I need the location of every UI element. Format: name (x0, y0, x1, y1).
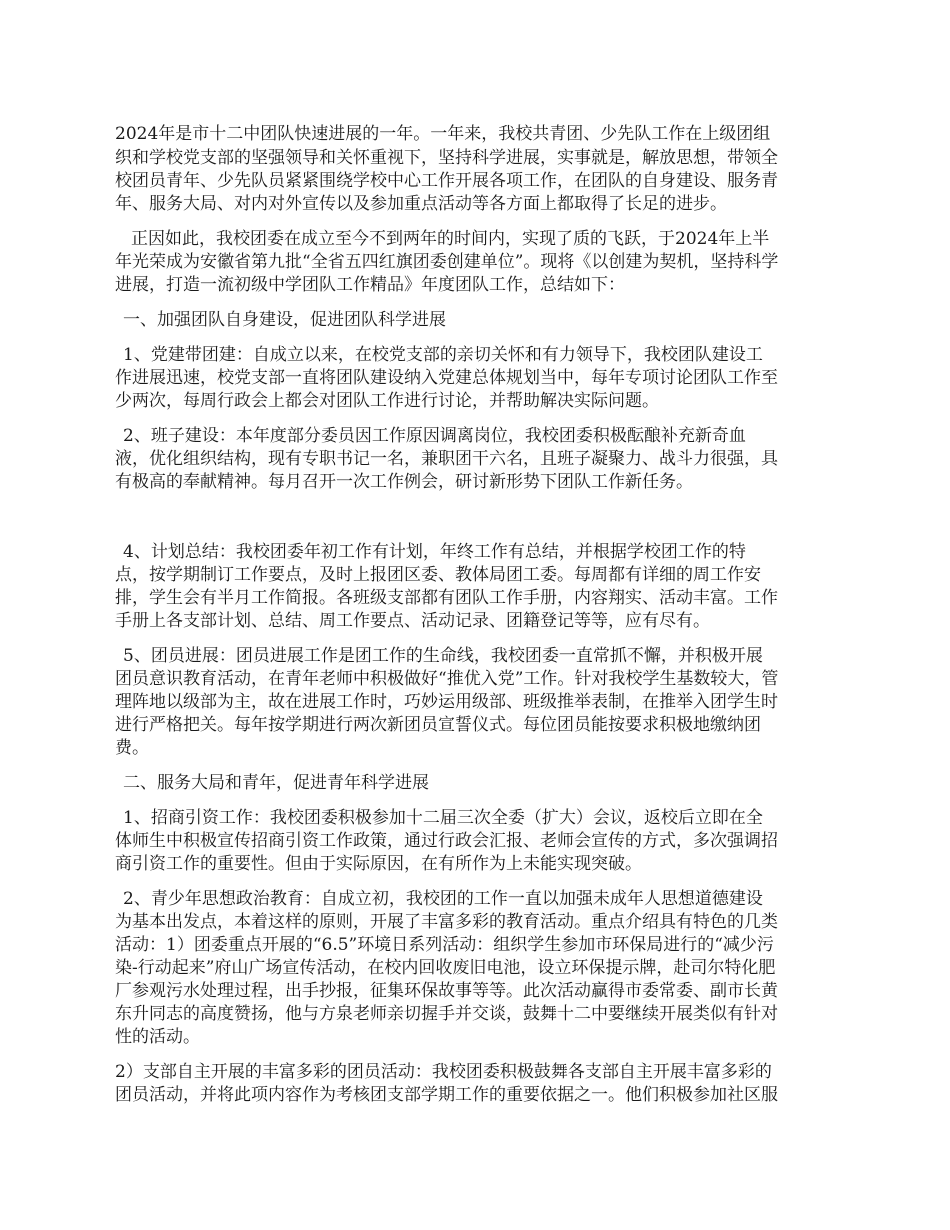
text-line: 校团员青年、少先队员紧紧围绕学校中心工作开展各项工作，在团队的自身建设、服务青 (115, 171, 778, 191)
text-line: 1、招商引资工作：我校团委积极参加十二届三次全委（扩大）会议，返校后立即在全 (123, 808, 763, 828)
text-line: 理阵地以级部为主，故在进展工作时，巧妙运用级部、班级推举表制，在推举入团学生时 (115, 692, 778, 712)
text-line: 染-行动起来”府山广场宣传活动，在校内回收废旧电池，设立环保提示牌，赴司尔特化肥 (115, 958, 776, 978)
text-line: 2）支部自主开展的丰富多彩的团员活动：我校团委积极鼓舞各支部自主开展丰富多彩的 (115, 1062, 772, 1082)
text-line: 团员活动，并将此项内容作为考核团支部学期工作的重要依据之一。他们积极参加社区服 (115, 1085, 778, 1105)
text-line: 进行严格把关。每年按学期进行两次新团员宣誓仪式。每位团员能按要求积极地缴纳团 (115, 715, 761, 735)
text-line: 5、团员进展：团员进展工作是团工作的生命线，我校团委一直常抓不懈，并积极开展 (123, 646, 763, 666)
text-line: 有极高的奉献精神。每月召开一次工作例会，研讨新形势下团队工作新任务。 (115, 472, 693, 492)
text-line: 织和学校党支部的坚强领导和关怀重视下，坚持科学进展，实事就是，解放思想，带领全 (115, 148, 778, 168)
text-line: 活动：1）团委重点开展的“6.5”环境日系列活动：组织学生参加市环保局进行的“减少污 (115, 935, 774, 955)
text-line: 性的活动。 (115, 1027, 200, 1047)
text-line: 2、青少年思想政治教育：自成立初，我校团的工作一直以加强未成年人思想道德建设 (123, 889, 763, 909)
text-line: 4、计划总结：我校团委年初工作有计划，年终工作有总结，并根据学校团工作的特 (123, 542, 746, 562)
text-line: 排，学生会有半月工作简报。各班级支部都有团队工作手册，内容翔实、活动丰富。工作 (115, 588, 778, 608)
text-line: 2、班子建设：本年度部分委员因工作原因调离岗位，我校团委积极酝酿补充新奇血 (123, 426, 746, 446)
section-heading: 一、加强团队自身建设，促进团队科学进展 (123, 310, 446, 330)
text-line: 正因如此，我校团委在成立至今不到两年的时间内，实现了质的飞跃，于2024年上半 (131, 229, 770, 249)
section-heading: 二、服务大局和青年，促进青年科学进展 (123, 773, 429, 793)
text-line: 液，优化组织结构，现有专职书记一名，兼职团干六名，且班子凝聚力、战斗力很强，具 (115, 449, 778, 469)
text-line: 年、服务大局、对内对外宣传以及参加重点活动等各方面上都取得了长足的进步。 (115, 194, 727, 214)
text-line: 点，按学期制订工作要点，及时上报团区委、教体局团工委。每周都有详细的周工作安 (115, 565, 761, 585)
text-line: 费。 (115, 738, 149, 758)
text-line: 商引资工作的重要性。但由于实际原因，在有所作为上未能实现突破。 (115, 854, 642, 874)
text-line: 少两次，每周行政会上都会对团队工作进行讨论，并帮助解决实际问题。 (115, 391, 659, 411)
text-line: 2024年是市十二中团队快速进展的一年。一年来，我校共青团、少先队工作在上级团组 (115, 124, 771, 144)
text-line: 进展，打造一流初级中学团队工作精品》年度团队工作，总结如下： (115, 275, 625, 295)
text-line: 年光荣成为安徽省第九批“全省五四红旗团委创建单位”。现将《以创建为契机，坚持科学 (115, 252, 779, 272)
text-line: 作进展迅速，校党支部一直将团队建设纳入党建总体规划当中，每年专项讨论团队工作至 (115, 368, 778, 388)
text-line: 团员意识教育活动，在青年老师中积极做好“推优入党”工作。针对我校学生基数较大，管 (115, 669, 779, 689)
text-line: 体师生中积极宣传招商引资工作政策，通过行政会汇报、老师会宣传的方式，多次强调招 (115, 831, 778, 851)
text-line: 手册上各支部计划、总结、周工作要点、活动记录、团籍登记等等，应有尽有。 (115, 611, 710, 631)
text-line: 东升同志的高度赞扬，他与方泉老师亲切握手并交谈，鼓舞十二中要继续开展类似有针对 (115, 1004, 778, 1024)
text-line: 厂参观污水处理过程，出手抄报，征集环保故事等等。此次活动赢得市委常委、副市长黄 (115, 981, 778, 1001)
text-line: 1、党建带团建：自成立以来，在校党支部的亲切关怀和有力领导下，我校团队建设工 (123, 345, 763, 365)
text-line: 为基本出发点，本着这样的原则，开展了丰富多彩的教育活动。重点介绍具有特色的几类 (115, 912, 778, 932)
